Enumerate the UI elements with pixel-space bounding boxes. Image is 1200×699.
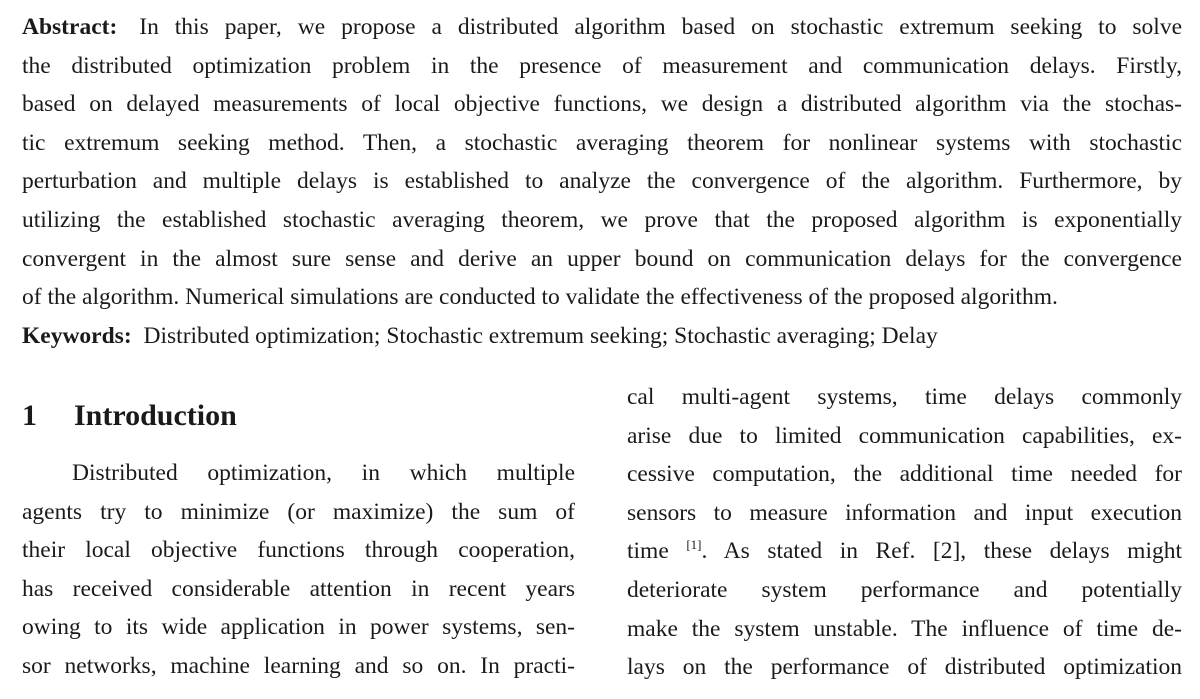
paragraph-line: owing to its wide application in power systems, sen- xyxy=(22,614,575,641)
left-column xyxy=(22,378,575,686)
paragraph-line: Distributed optimization, in which multiple xyxy=(72,460,575,486)
section-title: Introduction xyxy=(74,399,237,432)
paragraph-line xyxy=(627,532,1182,571)
citation-ref: [1] xyxy=(686,537,702,553)
paragraph-line: arise due to limited communication capabilities, ex- xyxy=(627,422,1182,449)
paragraph-line: sor networks, machine learning and so on. In practi- xyxy=(22,652,575,679)
paragraph-line: deteriorate system performance and potentially xyxy=(627,576,1182,603)
paragraph-line: sensors to measure information and input execution xyxy=(627,499,1182,526)
text-fragment: . As stated in Ref. [2], these delays might xyxy=(701,538,1183,565)
paragraph-line: cessive computation, the additional time needed for xyxy=(627,461,1182,488)
text-fragment: time xyxy=(627,538,669,565)
keywords-line xyxy=(22,317,1182,356)
abstract-line xyxy=(22,8,1182,47)
section-heading xyxy=(22,397,575,435)
paragraph-line: has received considerable attention in recent years xyxy=(22,575,575,602)
paragraph-line: agents try to minimize (or maximize) the sum of xyxy=(22,498,575,525)
paragraph-line: their local objective functions through cooperation, xyxy=(22,537,575,564)
section-number: 1 xyxy=(22,399,37,432)
right-column xyxy=(627,378,1182,687)
abstract-line: of the algorithm. Numerical simulations are conducted to validate the effectiveness of the proposed algorithm. xyxy=(22,284,1058,311)
keywords-label: Keywords: xyxy=(22,322,132,349)
abstract-text: In this paper, we propose a distributed algorithm based on stochastic extremum seeking to solve xyxy=(139,14,1183,40)
paragraph-line: lays on the performance of distributed optimization xyxy=(627,654,1182,681)
abstract-line: the distributed optimization problem in the presence of measurement and communication delays. Firstly, xyxy=(22,52,1182,79)
paragraph-line: make the system unstable. The influence of time de- xyxy=(627,615,1182,642)
abstract-block xyxy=(22,8,1182,355)
paragraph-line: cal multi-agent systems, time delays commonly xyxy=(627,384,1182,410)
abstract-line: based on delayed measurements of local objective functions, we design a distributed algorithm via the stochas- xyxy=(22,91,1182,118)
abstract-line: utilizing the established stochastic averaging theorem, we prove that the proposed algorithm is exponentially xyxy=(22,206,1182,233)
abstract-line: tic extremum seeking method. Then, a stochastic averaging theorem for nonlinear systems with stochastic xyxy=(22,129,1182,156)
abstract-line: perturbation and multiple delays is established to analyze the convergence of the algorithm. Furthermore, by xyxy=(22,168,1182,195)
abstract-line: convergent in the almost sure sense and derive an upper bound on communication delays for the convergence xyxy=(22,245,1182,272)
abstract-label: Abstract: xyxy=(22,14,118,40)
keywords-text: Distributed optimization; Stochastic extremum seeking; Stochastic averaging; Delay xyxy=(143,322,938,349)
